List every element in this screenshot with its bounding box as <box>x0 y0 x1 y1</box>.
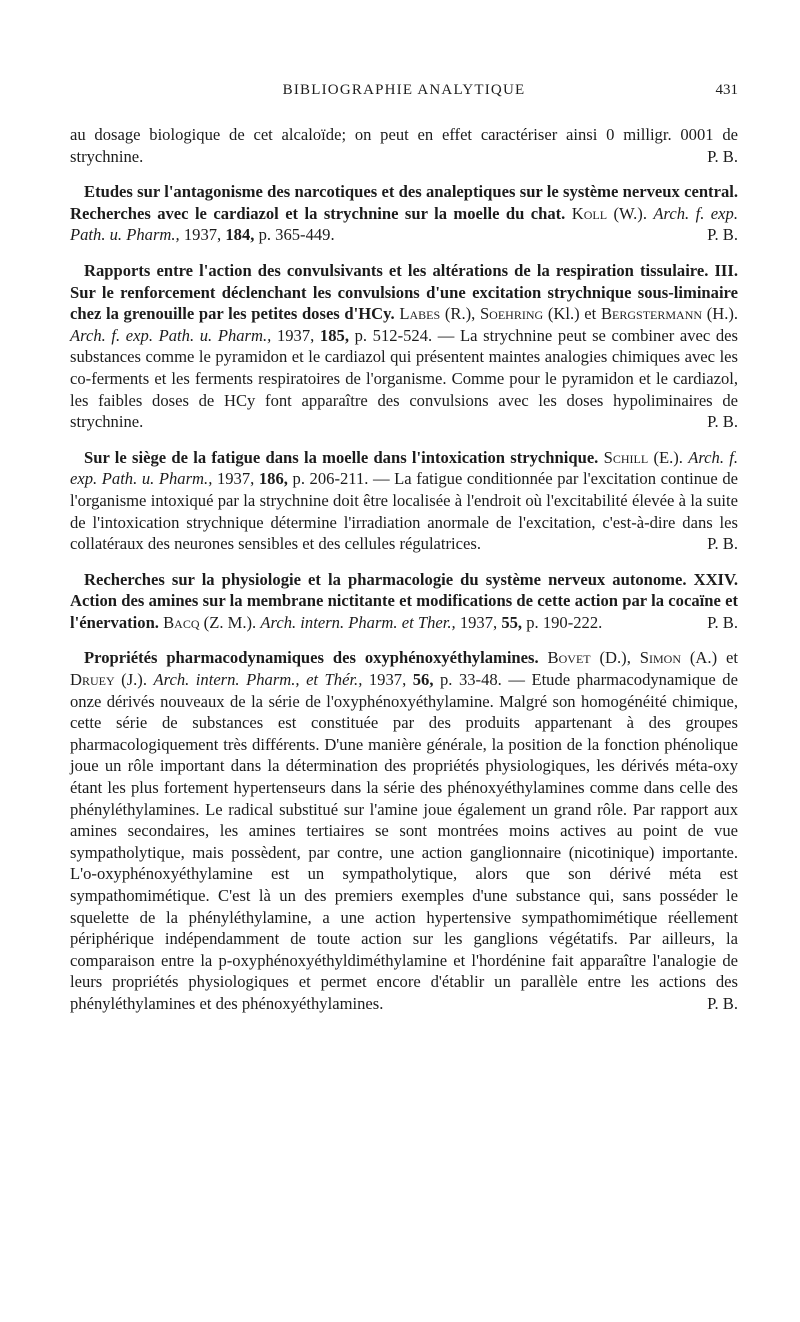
entry-volume: 186, <box>258 469 288 489</box>
entry-author: Bacq <box>163 612 200 632</box>
running-head: BIBLIOGRAPHIE ANALYTIQUE <box>282 82 526 98</box>
page-header <box>70 82 738 104</box>
entry-author-initials: (Kl.) et <box>547 304 597 324</box>
entry-signature: P. B. <box>707 993 738 1013</box>
entry-author-initials: (Z. M.). <box>203 612 257 632</box>
entry-abstract: La fatigue conditionnée par l'excitation continue de l'organisme intoxiqué par la strychnine doit être localisée à l'endroit où l'excitabilité élevée à la suite de l'intoxication strychnique détermine l'irradiation anormale de l'excitation, c'est-à-dire dans les collatéraux des neurones sensibles et des cellules régulatrices. <box>70 469 738 554</box>
entry-volume: 185, <box>319 325 349 345</box>
entry-year: 1937, <box>183 225 222 245</box>
entry-continuation <box>70 124 738 167</box>
entry-author: Koll <box>571 203 608 223</box>
bibliography-entry <box>70 260 738 433</box>
entry-title: Sur le siège de la fatigue dans la moelle dans l'intoxication strychnique. <box>84 447 599 467</box>
entry-pages: p. 190-222. <box>526 612 603 632</box>
entry-author: Bovet <box>547 648 591 668</box>
entry-pages: p. 365-449. <box>258 225 335 245</box>
entry-title: Etudes sur l'antagonisme des narcotiques et des analeptiques sur le système nerveux central. Recherches avec le cardiazol et la strychnine sur la moelle du chat. <box>70 182 738 223</box>
entry-author: Schill <box>603 447 649 467</box>
entry-journal: Arch. f. exp. Path. u. Pharm., <box>70 203 738 245</box>
entry-signature: P. B. <box>707 225 738 245</box>
entry-author: Labes <box>399 304 441 324</box>
entry-journal: Arch. intern. Pharm., et Thér., <box>153 670 363 690</box>
entry-author-initials: (J.). <box>121 670 147 690</box>
entry-abstract: Etude pharmacodynamique de onze dérivés nouveaux de la série de l'oxyphénoxyéthylamine. Malgré son homogénéité chimique, cette série de substances est constituée par des produits appartenant à des groupes pharmacologiquement très différents. D'une manière générale, la position de la fonction phénolique joue un rôle important dans la détermination des propriétés physiologiques, les dérivés méta-oxy étant les plus fortement hypertenseurs dans la série des phénoxyéthylamines comme dans celle des phényléthylamines. Le radical substitué sur l'amine joue également un grand rôle. Par rapport aux amines secondaires, les amines tertiaires se sont montrées moins actives au point de vue sympatholytique, mais possèdent, par contre, une action ganglionnaire (nicotinique) importante. L'o-oxyphénoxyéthylamine est un sympatholytique, alors que son dérivé méta est sympathomimétique. C'est là un des premiers exemples d'une substance qui, sans posséder le squelette de la phényléthylamine, a une action hypertensive sympathomimétique réellement périphérique indépendamment de toute action sur les ganglions végétatifs. Par ailleurs, la comparaison entre la p-oxyphénoxyéthyldiméthylamine et l'hordénine fait apparaître l'analogie de leurs propriétés physiologiques et permet encore d'établir un parallèle entre les actions des phényléthylamines et des phénoxyéthylamines. <box>70 670 738 1013</box>
entry-author: Bergstermann <box>600 304 703 324</box>
bibliography-entry <box>70 647 738 1014</box>
entry-journal: Arch. f. exp. Path. u. Pharm., <box>70 447 739 489</box>
entry-author-initials: (R.), <box>444 304 476 324</box>
entry-title: Recherches sur la physiologie et la pharmacologie du système nerveux autonome. XXIV. Action des amines sur la membrane nictitante et modifications de cette action par la cocaïne et l'énervation. <box>70 569 738 632</box>
entry-volume: 56, <box>412 670 434 690</box>
entry-signature: P. B. <box>707 534 738 554</box>
entry-journal: Arch. intern. Pharm. et Ther., <box>260 612 456 632</box>
entry-volume: 55, <box>501 612 523 632</box>
page-number: 431 <box>715 82 738 98</box>
entry-title: Propriétés pharmacodynamiques des oxyphénoxyéthylamines. <box>84 648 539 668</box>
entry-year: 1937, <box>368 670 407 690</box>
entry-author-initials: (H.). <box>706 304 739 324</box>
entry-volume: 184, <box>225 225 255 245</box>
entry-author-initials: (A.) et <box>689 648 738 668</box>
entry-signature: P. B. <box>707 146 738 166</box>
entry-pages: p. 33-48. — <box>440 670 525 690</box>
entry-author-initials: (E.). <box>653 447 683 467</box>
page-body <box>70 124 738 1015</box>
bibliography-entry <box>70 181 738 246</box>
entry-author-initials: (W.). <box>613 203 647 223</box>
bibliography-entry <box>70 569 738 634</box>
entry-signature: P. B. <box>707 412 738 432</box>
entry-author: Soehring <box>479 304 544 324</box>
bibliography-entry <box>70 447 738 555</box>
entry-author: Druey <box>70 670 115 690</box>
entry-abstract: La strychnine peut se combiner avec des substances comme le pyramidon et le cardiazol qui présentent maintes analogies chimiques avec les co-ferments et les ferments respiratoires de l'organisme. Comme pour le pyramidon et le cardiazol, les faibles doses de HCy font apparaître des convulsions avec les doses hypoliminaires de strychnine. <box>70 325 738 432</box>
entry-text: au dosage biologique de cet alcaloïde; on peut en effet caractériser ainsi 0 milligr. 0001 de strychnine. <box>70 125 738 166</box>
entry-journal: Arch. f. exp. Path. u. Pharm., <box>70 325 272 345</box>
entry-pages: p. 512-524. — <box>354 325 455 345</box>
entry-author-initials: (D.), <box>599 648 631 668</box>
entry-author: Simon <box>639 648 681 668</box>
entry-year: 1937, <box>459 612 498 632</box>
entry-year: 1937, <box>276 325 315 345</box>
entry-title: Rapports entre l'action des convulsivants et les altérations de la respiration tissulaire. III. Sur le renforcement déclenchant les convulsions d'une excitation strychnique sous-liminaire chez la grenouille par les petites doses d'HCy. <box>70 260 738 324</box>
entry-year: 1937, <box>216 469 255 489</box>
entry-pages: p. 206-211. — <box>292 469 390 489</box>
entry-signature: P. B. <box>707 612 738 632</box>
